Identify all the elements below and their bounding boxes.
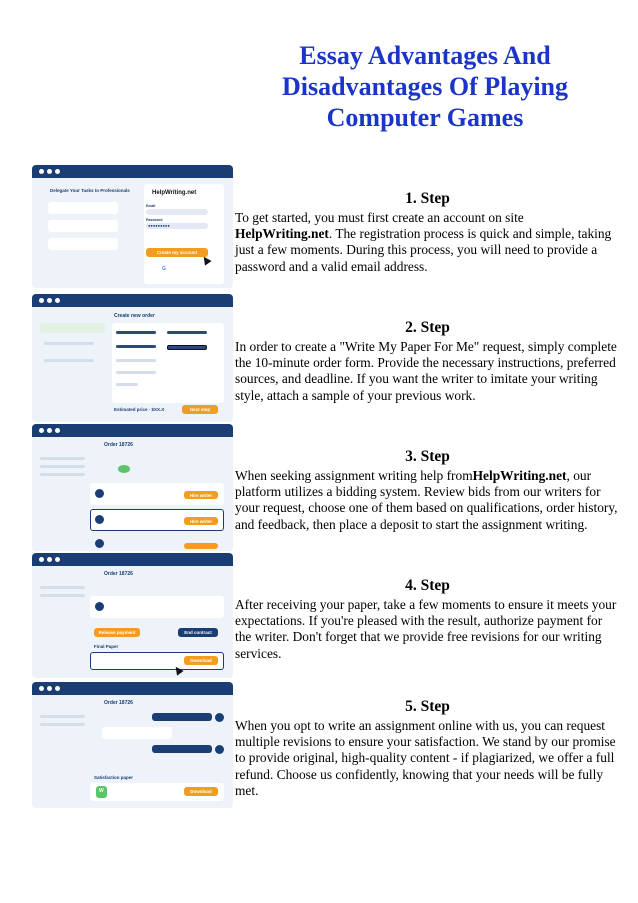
step-body: When seeking assignment writing help fromHelpWriting.net, our platform utilizes a bidding system. Review bids from our writers for your request, choose one of them based on qualifications, order history, and feedback, then place a deposit to start the assignment writing. (235, 468, 618, 532)
shot-order: Order 18726 (104, 571, 133, 577)
step-heading: 5. Step (405, 698, 450, 715)
shot-left-title: Delegate Your Tasks to Professionals (50, 188, 130, 193)
helpwriting-link[interactable]: HelpWriting.net (235, 226, 329, 242)
window-titlebar (32, 553, 233, 566)
estimated-price: Estimated price · $XX.X (114, 407, 165, 412)
end-contract-button[interactable]: End contract (178, 628, 218, 637)
step-3 (235, 447, 620, 533)
release-payment-button[interactable]: Release payment (94, 628, 140, 637)
window-titlebar (32, 424, 233, 437)
window-titlebar (32, 682, 233, 695)
step-1-screenshot: Delegate Your Tasks to Professionals HelpWriting.net Email Password ●●●●●●●●● Create my account G (32, 165, 233, 288)
create-account-button[interactable]: Create my account (146, 248, 208, 257)
google-icon: G (162, 266, 166, 272)
user-avatar (215, 713, 224, 722)
writer-avatar (95, 489, 104, 498)
writer-avatar (95, 602, 104, 611)
shot-order: Order 18726 (104, 442, 133, 448)
step-heading: 2. Step (405, 319, 450, 336)
step-5 (235, 697, 620, 799)
hire-writer-button[interactable]: Hire writer (184, 491, 218, 499)
step-4-screenshot (32, 553, 233, 678)
shot-brand: HelpWriting.net (152, 190, 197, 196)
step-heading: 4. Step (405, 577, 450, 594)
step-body: To get started, you must first create an account on site HelpWriting.net. The registration process is quick and simple, taking just a few moments. During this process, you will need to provide a password and a valid email address. (235, 210, 612, 274)
step-5-screenshot: Order 18726 Satisfaction paper W Download (32, 682, 233, 808)
satisfaction-label: Satisfaction paper (94, 775, 134, 780)
hire-writer-button[interactable]: Hire writer (184, 517, 218, 525)
step-3-screenshot (32, 424, 233, 551)
step-body: After receiving your paper, take a few moments to ensure it meets your expectations. If you're pleased with the result, authorize payment for the writer. Don't forget that we provide free revisions for our writing services. (235, 597, 617, 661)
step-body: When you opt to write an assignment online with us, you can request multiple revisions to ensure your satisfaction. We stand by our promise to provide original, high-quality content - if plagiarized, we offer a full refund. Choose us confidently, knowing that your needs will be fully met. (235, 718, 616, 798)
download-button[interactable]: Download (184, 656, 218, 665)
download-button[interactable]: Download (184, 787, 218, 796)
window-titlebar (32, 165, 233, 178)
writer-avatar (95, 515, 104, 524)
writer-avatar (95, 539, 104, 548)
step-2-screenshot (32, 294, 233, 422)
window-titlebar (32, 294, 233, 307)
step-heading: 1. Step (405, 190, 450, 207)
shot-header: Create new order (114, 313, 155, 319)
step-heading: 3. Step (405, 448, 450, 465)
step-2 (235, 318, 620, 404)
step-body: In order to create a "Write My Paper For Me" request, simply complete the 10-minute order form. Provide the necessary instructions, preferred sources, and deadline. If you want the writer to imitate your writing style, attach a sample of your previous work. (235, 339, 617, 403)
final-paper-label: Final Paper (94, 644, 119, 649)
user-avatar (215, 745, 224, 754)
next-step-button[interactable]: Next step (182, 405, 218, 414)
shot-order: Order 18726 (104, 700, 133, 706)
step-1 (235, 189, 620, 275)
helpwriting-link[interactable]: HelpWriting.net (472, 468, 567, 483)
step-4 (235, 576, 620, 662)
page-title: Essay Advantages And Disadvantages Of Playing Computer Games (281, 41, 569, 132)
